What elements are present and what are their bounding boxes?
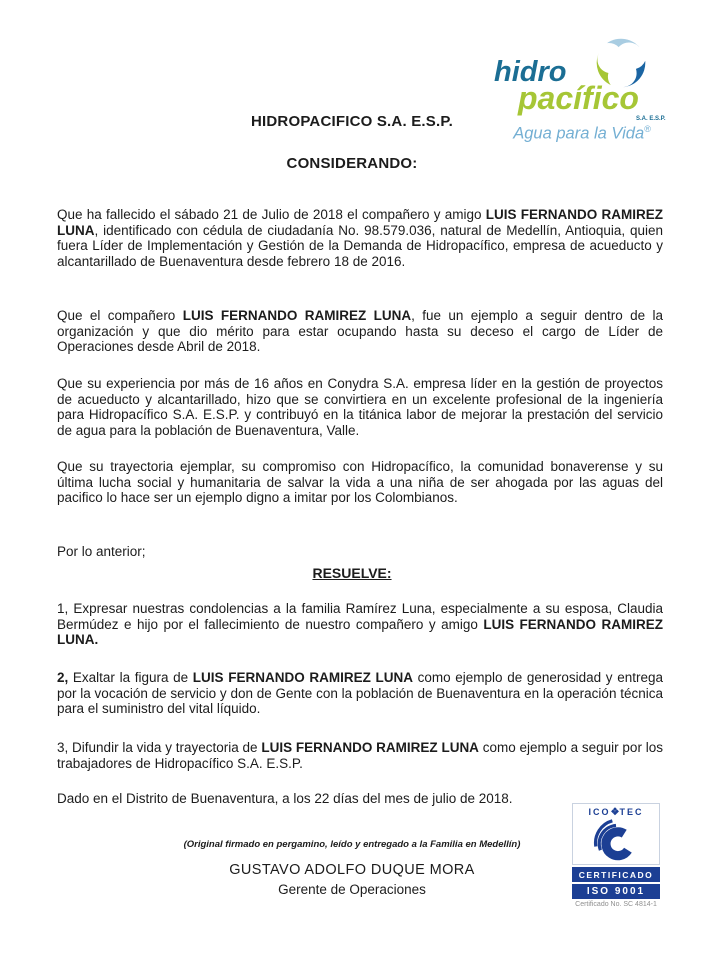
signature-name: GUSTAVO ADOLFO DUQUE MORA bbox=[229, 862, 475, 878]
person-name: LUIS FERNANDO RAMIREZ LUNA bbox=[261, 740, 479, 755]
page-title: HIDROPACIFICO S.A. E.S.P. bbox=[251, 113, 453, 130]
person-name: LUIS FERNANDO RAMIREZ LUNA bbox=[57, 207, 663, 238]
person-name: LUIS FERNANDO RAMIREZ LUNA bbox=[182, 308, 412, 323]
resolution-2 bbox=[57, 670, 663, 717]
considerando-paragraph-1 bbox=[57, 207, 663, 269]
icontec-certification-seal bbox=[572, 803, 660, 908]
text-run: como ejemplo a seguir por los trabajadores de Hidropacífico S.A. E.S.P. bbox=[57, 740, 663, 771]
resolution-3 bbox=[57, 740, 663, 771]
certificado-band: CERTIFICADO bbox=[572, 867, 660, 882]
item-number: 2, bbox=[57, 670, 69, 685]
hidropacifico-logo bbox=[490, 36, 700, 151]
text-run: Exaltar la figura de bbox=[68, 670, 193, 685]
heading-resuelve: RESUELVE: bbox=[312, 565, 392, 581]
heading-considerando: CONSIDERANDO: bbox=[286, 155, 418, 172]
closing-line: Dado en el Distrito de Buenaventura, a los 22 días del mes de julio de 2018. bbox=[57, 791, 513, 806]
logo-suffix: S.A. E.S.P. bbox=[636, 116, 666, 122]
text-run: , fue un ejemplo a seguir dentro de la organización y que dio mérito para estar ocupando hasta su deceso el cargo de Líder de Operaciones desde Abril de 2018. bbox=[57, 308, 663, 354]
person-name: LUIS FERNANDO RAMIREZ LUNA bbox=[192, 670, 413, 685]
logo-word-hidro: hidro bbox=[494, 56, 567, 88]
registered-mark: ® bbox=[644, 124, 651, 134]
certificate-number: Certificado No. SC 4814-1 bbox=[575, 901, 657, 908]
icontec-brand bbox=[573, 807, 659, 818]
icontec-c-swirl-icon bbox=[593, 819, 639, 863]
text-run: Que el compañero bbox=[57, 308, 183, 323]
tagline-text: Agua para la Vida bbox=[513, 124, 645, 143]
considerando-paragraph-3: Que su experiencia por más de 16 años en Conydra S.A. empresa líder en la gestión de proyectos de acueducto y alcantarillado, hizo que se convirtiera en un excelente profesional de la ingeniería para Hidropacífico S.A. E.S.P. y contribuyó en la titánica labor de mejorar la prestación del servicio de agua para la población de Buenaventura, Valle. bbox=[57, 376, 663, 438]
por-lo-anterior-line: Por lo anterior; bbox=[57, 544, 146, 559]
text-run: como ejemplo de generosidad y entrega por la vocación de servicio y don de Gente con la población de Buenaventura en la operación técnica para el suministro del vital líquido. bbox=[57, 670, 663, 716]
text-run: 3, Difundir la vida y trayectoria de bbox=[57, 740, 262, 755]
considerando-paragraph-4: Que su trayectoria ejemplar, su compromiso con Hidropacífico, la comunidad bonaverense y su última lucha social y humanitaria de salvar la vida a una niña de ser ahogada por las aguas del pacifico lo hace ser un ejemplo digno a imitar por los Colombianos. bbox=[57, 459, 663, 505]
text-run: 1, Expresar nuestras condolencias a la familia Ramírez Luna, especialmente a su esposa, Claudia Bermúdez e hijo por el fallecimiento de nuestro compañero y amigo bbox=[57, 601, 663, 632]
footnote: (Original firmado en pergamino, leído y entregado a la Familia en Medellín) bbox=[183, 839, 521, 850]
person-name: LUIS FERNANDO RAMIREZ LUNA. bbox=[57, 616, 664, 647]
text-run: Que ha fallecido el sábado 21 de Julio de 2018 el compañero y amigo bbox=[57, 207, 486, 222]
pinwheel-icon: ❖ bbox=[610, 807, 620, 818]
iso-9001-band: ISO 9001 bbox=[572, 884, 660, 899]
brand-left: ICO bbox=[588, 807, 611, 817]
logo-word-pacifico: pacífico bbox=[518, 80, 639, 116]
resolution-1 bbox=[57, 601, 663, 648]
brand-right: TEC bbox=[619, 807, 644, 817]
signature-title: Gerente de Operaciones bbox=[278, 882, 426, 897]
icontec-box bbox=[572, 803, 660, 865]
considerando-paragraph-2 bbox=[57, 308, 663, 355]
text-run: , identificado con cédula de ciudadanía No. 98.579.036, natural de Medellín, Antioquia, quien fuera Líder de Implementación y Gestión de la Demanda de Hidropacífico, empresa de acueducto y alcantarillado de Buenaventura desde febrero 18 de 2016. bbox=[57, 222, 663, 269]
